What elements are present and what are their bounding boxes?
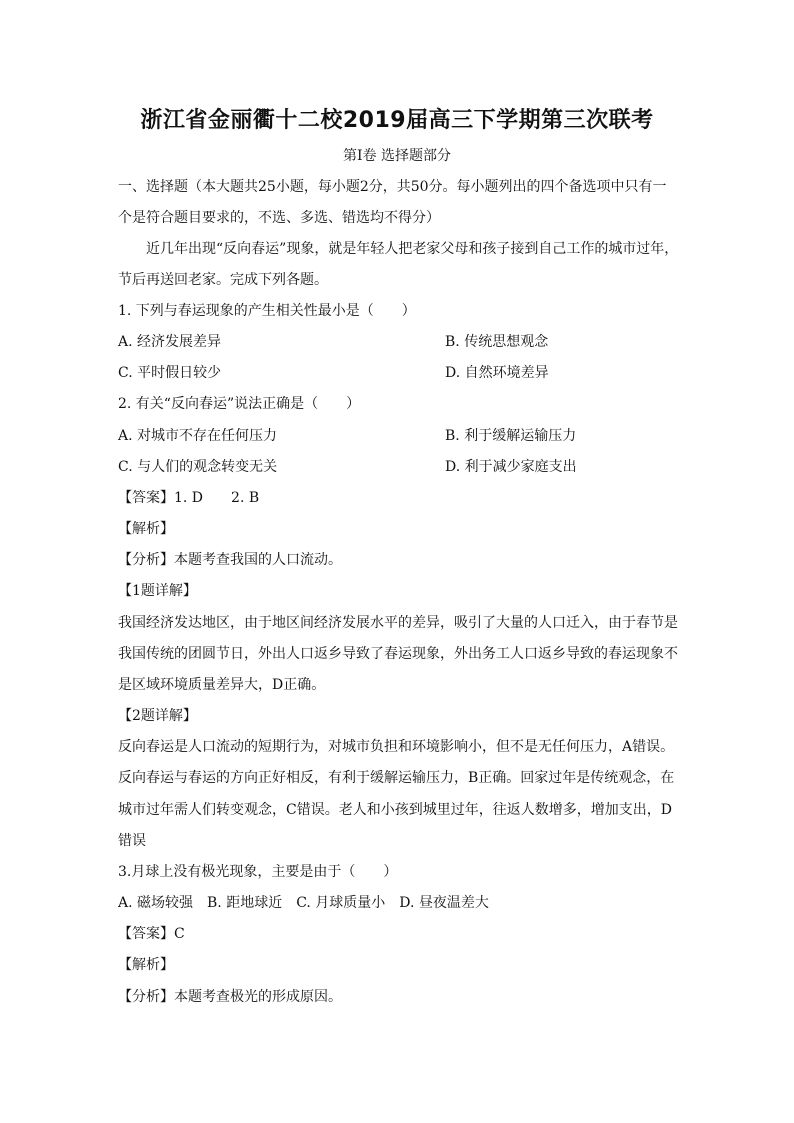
detail-2-line: 错误	[118, 833, 146, 849]
question-2-option-c: C. 与人们的观念转变无关	[118, 459, 278, 475]
question-1-stem: 1. 下列与春运现象的产生相关性最小是（ ）	[118, 303, 416, 319]
detail-1-line: 我国经济发达地区，由于地区间经济发展水平的差异，吸引了大量的人口迁入，由于春节是	[118, 615, 678, 631]
passage-line-2: 节后再送回老家。完成下列各题。	[118, 272, 328, 288]
passage-line-1: 近几年出现“反向春运”现象，就是年轻人把老家父母和孩子接到自己工作的城市过年，	[146, 241, 679, 257]
question-2-option-a: A. 对城市不存在任何压力	[118, 428, 278, 444]
detail-2-line: 反向春运与春运的方向正好相反，有利于缓解运输压力，B正确。回家过年是传统观念，在	[118, 770, 675, 786]
question-2-stem: 2. 有关“反向春运”说法正确是（ ）	[118, 396, 361, 412]
detail-1-line: 是区域环境质量差异大，D正确。	[118, 677, 326, 693]
question-1-option-c: C. 平时假日较少	[118, 365, 222, 381]
detail-2-line: 反向春运是人口流动的短期行为，对城市负担和环境影响小，但不是无任何压力，A错误。	[118, 739, 675, 755]
detail-2-label: 【2题详解】	[118, 708, 197, 724]
question-1-option-b: B. 传统思想观念	[445, 334, 549, 350]
section-subtitle: 第Ⅰ卷 选择题部分	[343, 148, 451, 164]
section-heading-line-1: 一、选择题（本大题共25小题，每小题2分，共50分。每小题列出的四个备选项中只有一	[118, 179, 667, 195]
answer-q3: 【答案】C	[118, 926, 185, 942]
question-1-option-a: A. 经济发展差异	[118, 334, 222, 350]
analysis-label-q3: 【解析】	[118, 957, 174, 973]
question-3-stem: 3.月球上没有极光现象，主要是由于（ ）	[118, 864, 398, 880]
detail-2-line: 城市过年需人们转变观念，C错误。老人和小孩到城里过年，往返人数增多，增加支出，D	[118, 802, 672, 818]
question-2-option-b: B. 利于缓解运输压力	[445, 428, 577, 444]
section-heading-line-2: 个是符合题目要求的，不选、多选、错选均不得分）	[118, 210, 440, 226]
analysis-summary-q3: 【分析】本题考查极光的形成原因。	[118, 989, 342, 1005]
detail-1-label: 【1题详解】	[118, 583, 197, 599]
question-2-option-d: D. 利于减少家庭支出	[445, 459, 577, 475]
document-title: 浙江省金丽衢十二校2019届高三下学期第三次联考	[140, 108, 654, 133]
analysis-summary: 【分析】本题考查我国的人口流动。	[118, 552, 342, 568]
analysis-label: 【解析】	[118, 521, 174, 537]
question-1-option-d: D. 自然环境差异	[445, 365, 549, 381]
question-3-options: A. 磁场较强 B. 距地球近 C. 月球质量小 D. 昼夜温差大	[118, 895, 489, 911]
detail-1-line: 我国传统的团圆节日，外出人口返乡导致了春运现象，外出务工人口返乡导致的春运现象不	[118, 646, 678, 662]
answer-q1-q2: 【答案】1. D 2. B	[118, 490, 260, 506]
